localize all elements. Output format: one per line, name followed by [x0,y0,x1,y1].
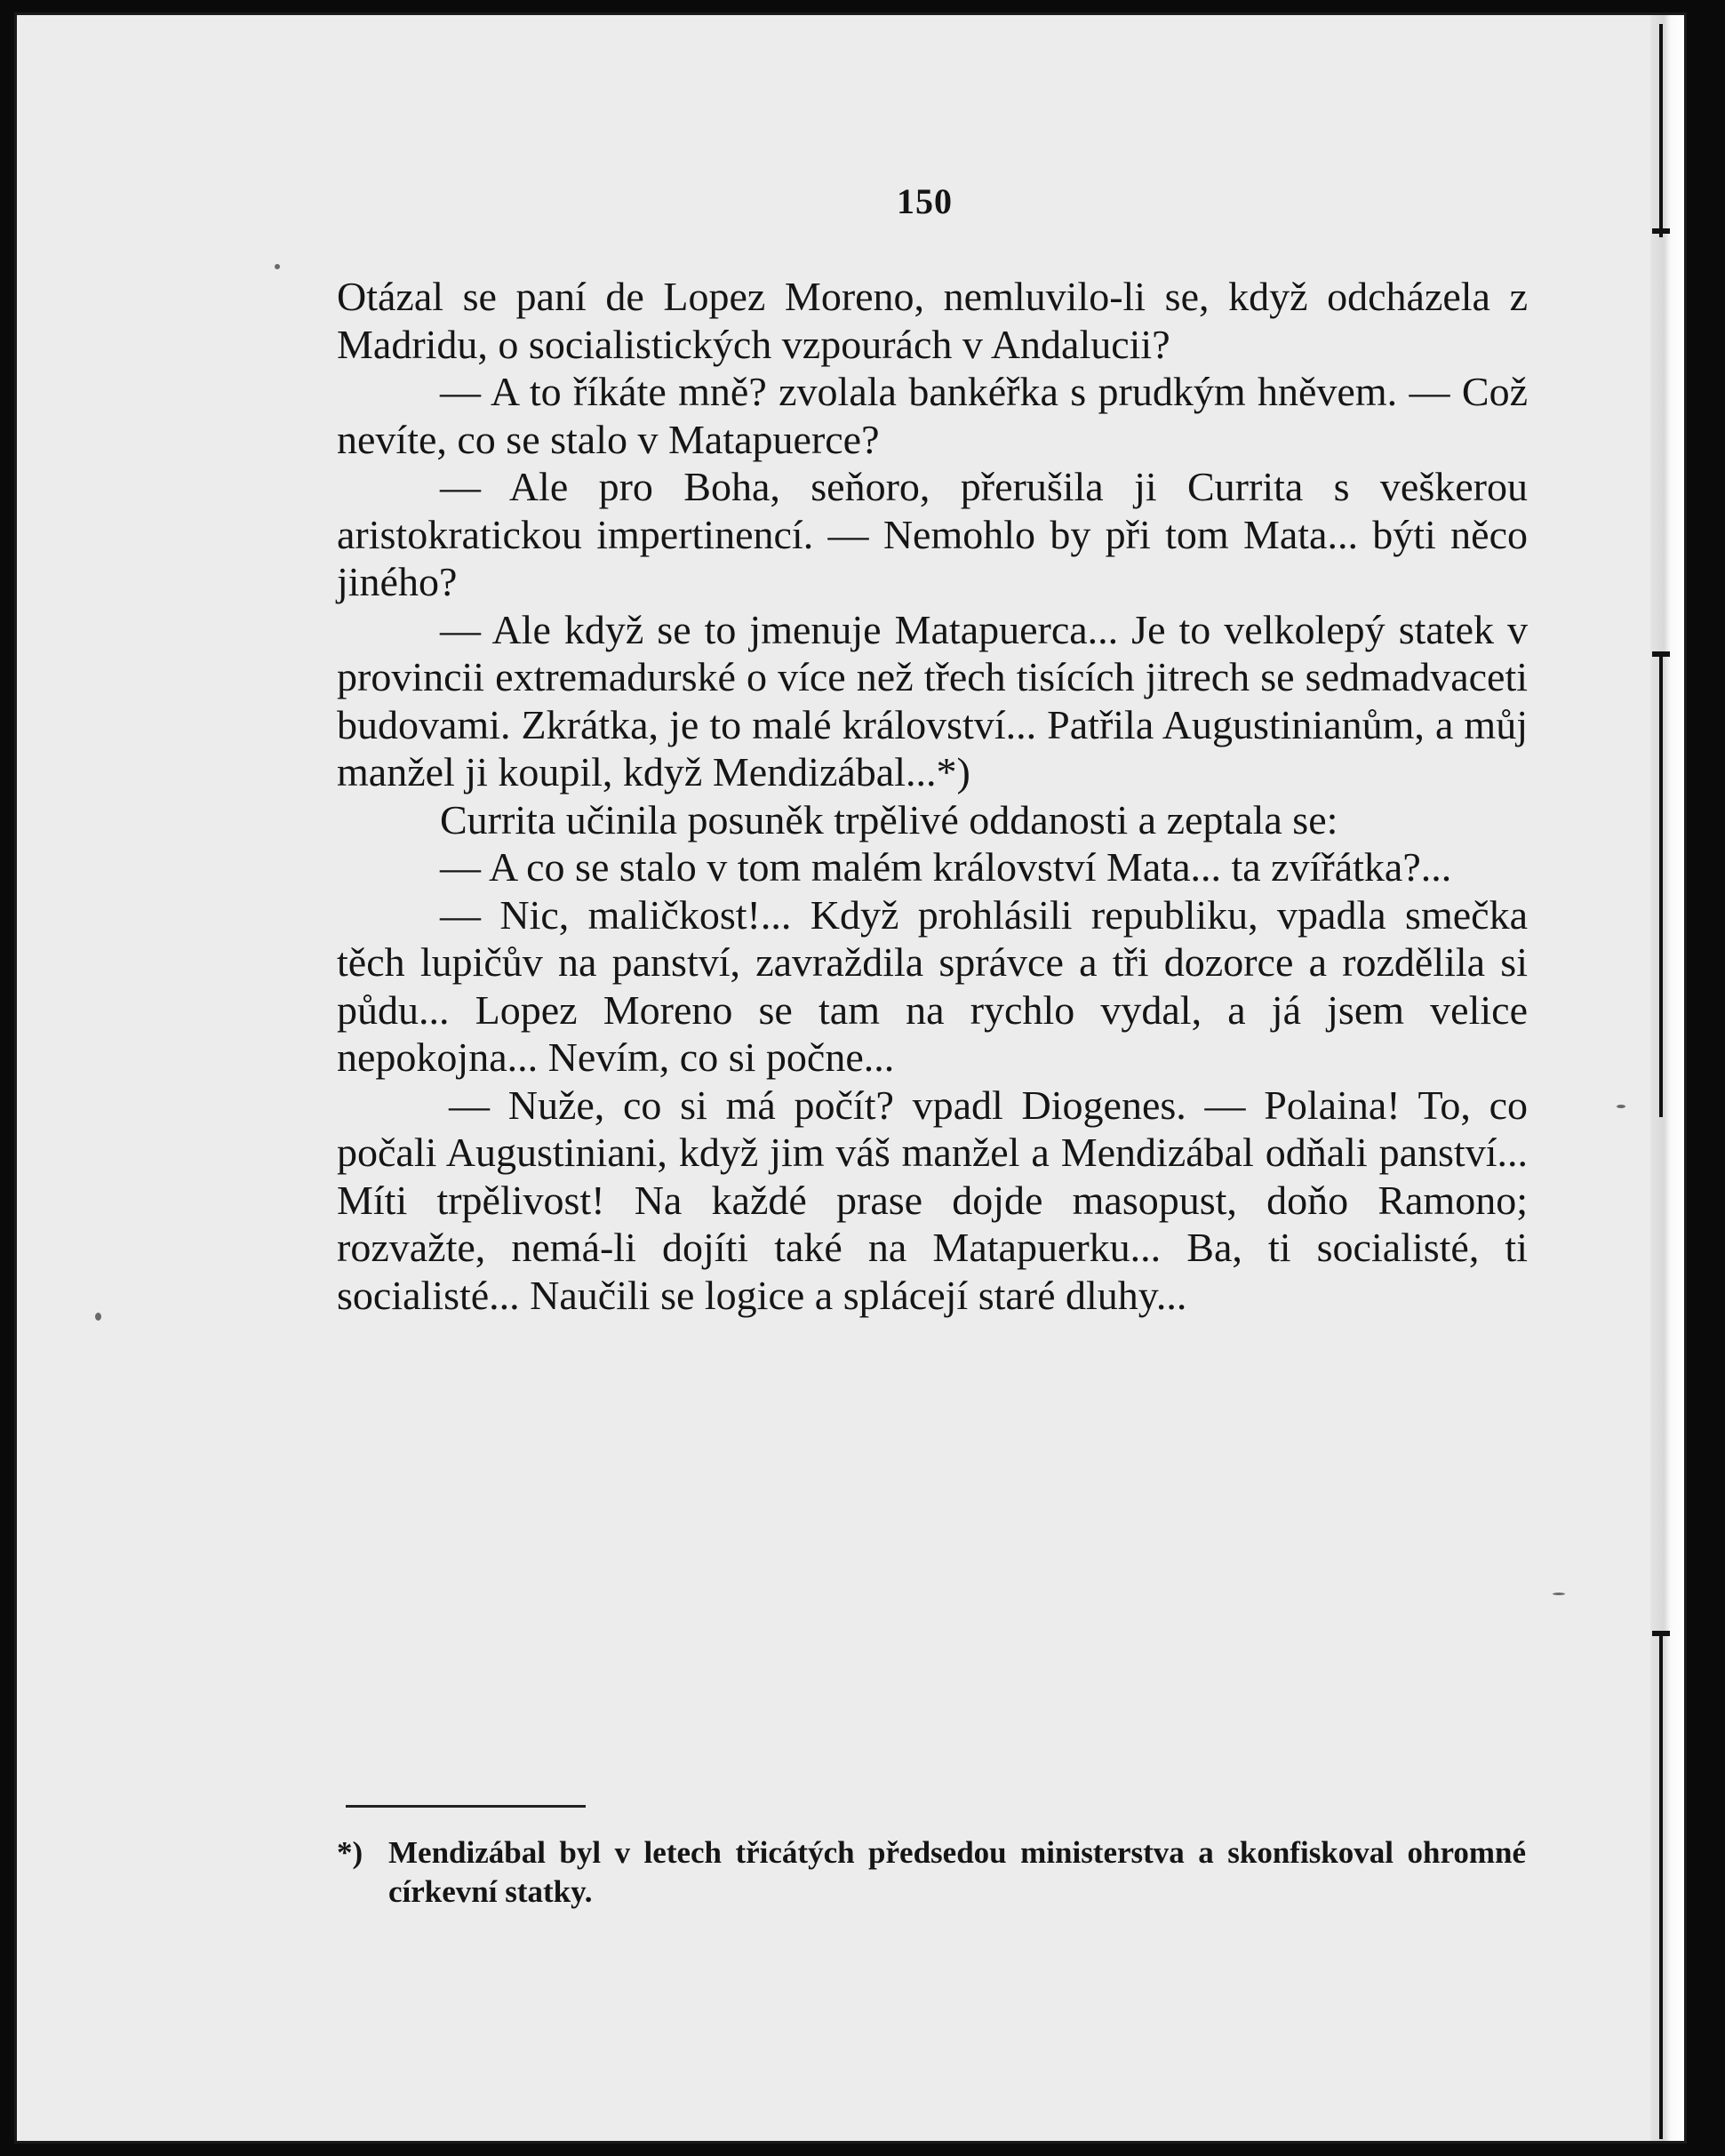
scan-speck [1553,1593,1565,1595]
edge-tick [1652,1631,1670,1636]
edge-line [1659,655,1663,1117]
scanned-book-page [14,12,1687,2144]
footnote-divider [346,1805,586,1808]
paragraph-6: — A co se stalo v tom malém království Mata... ta zvířátka?... [440,844,1452,890]
scan-speck [95,1313,101,1321]
edge-line [1659,1633,1663,2139]
footnote [337,1833,1526,1912]
scan-speck [275,264,280,269]
body-text [337,273,1528,1319]
paragraph-8: — Nuže, co si má počít? vpadl Diogenes. — Polaina! To, co počali Augustiniani, když jim váš manžel a Mendizábal odňali panství... Míti trpělivost! Na každé prase dojde masopust, doňo Ramono; rozvažte, nemá-li dojíti také na Matapuerku... Ba, ti socialisté, ti socialisté... Naučili se logice a splácejí staré dluhy... [337,1082,1528,1318]
edge-line [1659,24,1663,237]
edge-tick [1652,228,1670,234]
footnote-text: Mendizábal byl v letech třicátých předsedou ministerstva a skonfiskoval ohromné církevní statky. [388,1835,1526,1909]
paragraph-5: Currita učinila posuněk trpělivé oddanosti a zeptala se: [440,796,1338,842]
paragraph-7: — Nic, maličkost!... Když prohlásili republiku, vpadla smečka těch lupičův na panství, zavraždila správce a tři dozorce a rozdělila si půdu... Lopez Moreno se tam na rychlo vydal, a já jsem velice nepokojna... Nevím, co si počne... [337,891,1528,1080]
page-edge-shadow [1650,15,1684,2141]
paragraph-4: — Ale když se to jmenuje Matapuerca... Je to velkolepý statek v provincii extremadurské o více než třech tisících jitrech se sedmadvaceti budovami. Zkrátka, je to malé království... Patřila Augustinianům, a můj manžel ji koupil, když Mendizábal...*) [337,606,1528,795]
footnote-marker: *) [337,1835,363,1870]
paragraph-1: Otázal se paní de Lopez Moreno, nemluvilo-li se, když odcházela z Madridu, o socialistických vzpourách v Andalucii? [337,274,1528,367]
paragraph-2: — A to říkáte mně? zvolala bankéřka s prudkým hněvem. — Což nevíte, co se stalo v Matapuerce? [337,369,1528,462]
page-number: 150 [897,181,953,221]
scan-speck [1617,1105,1625,1108]
edge-tick [1652,651,1670,657]
paragraph-3: — Ale pro Boha, seňoro, přerušila ji Currita s veškerou aristokratickou impertinencí. — Nemohlo by při tom Mata... býti něco jiného? [337,464,1528,604]
